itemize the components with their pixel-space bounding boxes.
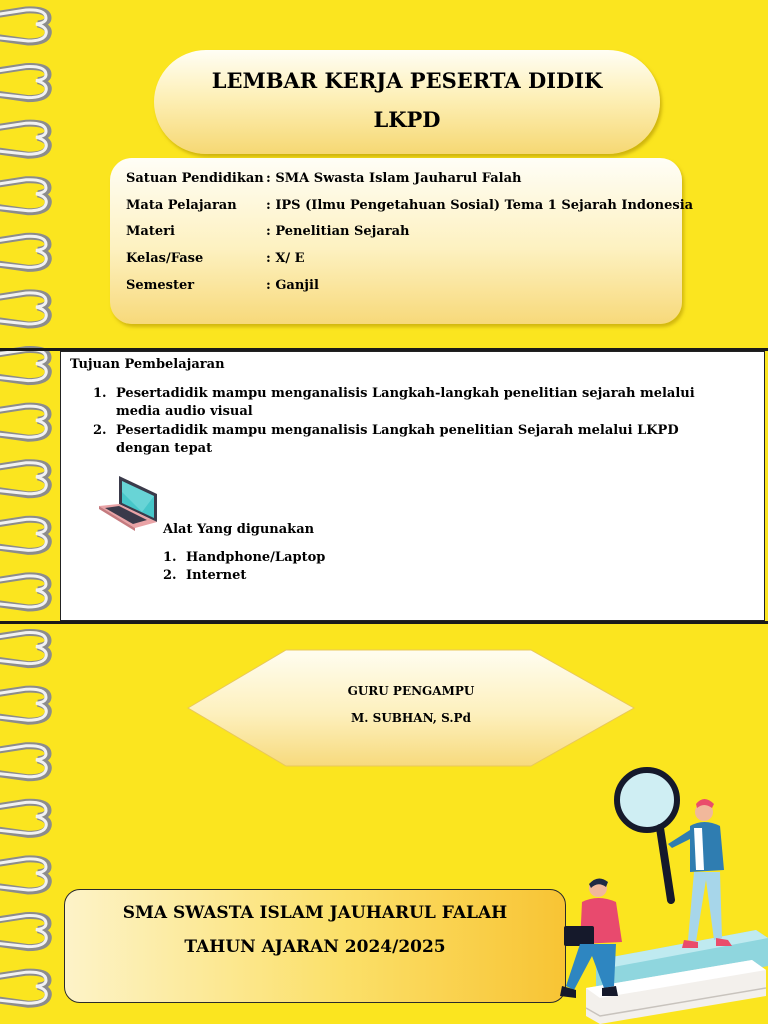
identity-row <box>126 251 305 269</box>
laptop-icon <box>97 472 159 534</box>
tool-text: Internet <box>186 568 247 583</box>
title-banner <box>154 50 660 154</box>
tools-title: Alat Yang digunakan <box>163 522 315 537</box>
spiral-ring <box>0 576 48 608</box>
identity-label: Kelas/Fase <box>126 251 204 266</box>
identity-label: Semester <box>126 278 195 293</box>
objectives-title: Tujuan Pembelajaran <box>70 357 225 372</box>
objective-number: 1. <box>93 386 107 401</box>
teacher-banner <box>186 648 636 768</box>
spiral-ring <box>0 67 48 99</box>
academic-year: TAHUN AJARAN 2024/2025 <box>184 937 446 957</box>
spiral-ring <box>0 236 48 268</box>
magnifier-people-illustration <box>556 760 768 1024</box>
identity-row <box>126 224 409 242</box>
spiral-ring <box>0 406 48 438</box>
identity-value: : IPS (Ilmu Pengetahuan Sosial) Tema 1 Sejarah Indonesia <box>266 198 694 213</box>
spiral-ring <box>0 123 48 155</box>
spiral-ring <box>0 180 48 212</box>
identity-panel <box>110 158 694 324</box>
identity-value: : SMA Swasta Islam Jauharul Falah <box>266 171 522 186</box>
identity-row <box>126 171 521 189</box>
objective-text: Pesertadidik mampu menganalisis Langkah penelitian Sejarah melalui LKPD dengan tepat <box>116 423 679 456</box>
spiral-ring <box>0 293 48 325</box>
identity-label: Materi <box>126 224 175 239</box>
spiral-ring <box>0 972 48 1004</box>
identity-row <box>126 278 319 296</box>
spiral-ring <box>0 463 48 495</box>
spiral-ring <box>0 689 48 721</box>
objective-item <box>93 385 733 421</box>
identity-row <box>126 198 693 216</box>
objective-text: Pesertadidik mampu menganalisis Langkah-langkah penelitian sejarah melalui media audio visual <box>116 386 695 419</box>
identity-value: : Ganjil <box>266 278 319 293</box>
tool-item <box>163 550 325 565</box>
spiral-ring <box>0 802 48 834</box>
school-name: SMA SWASTA ISLAM JAUHARUL FALAH <box>122 903 508 923</box>
teacher-name: M. SUBHAN, S.Pd <box>351 711 471 725</box>
spiral-ring <box>0 916 48 948</box>
objective-item <box>93 422 733 458</box>
identity-label: Mata Pelajaran <box>126 198 237 213</box>
school-banner <box>64 889 566 1003</box>
page-title: LEMBAR KERJA PESERTA DIDIK <box>211 68 603 93</box>
spiral-binding-icon <box>0 0 60 1024</box>
objective-number: 2. <box>93 423 107 438</box>
spiral-ring <box>0 10 48 42</box>
spiral-ring <box>0 350 48 382</box>
teacher-label: GURU PENGAMPU <box>347 684 475 698</box>
tool-number: 1. <box>163 550 177 565</box>
identity-label: Satuan Pendidikan <box>126 171 264 186</box>
spiral-ring <box>0 519 48 551</box>
tool-number: 2. <box>163 568 177 583</box>
tool-item <box>163 568 246 583</box>
divider <box>0 621 768 624</box>
tool-text: Handphone/Laptop <box>186 550 326 565</box>
identity-value: : X/ E <box>266 251 305 266</box>
spiral-ring <box>0 859 48 891</box>
spiral-ring <box>0 633 48 665</box>
identity-value: : Penelitian Sejarah <box>266 224 410 239</box>
objectives-panel <box>60 351 765 621</box>
spiral-ring <box>0 746 48 778</box>
page-subtitle: LKPD <box>373 107 441 132</box>
